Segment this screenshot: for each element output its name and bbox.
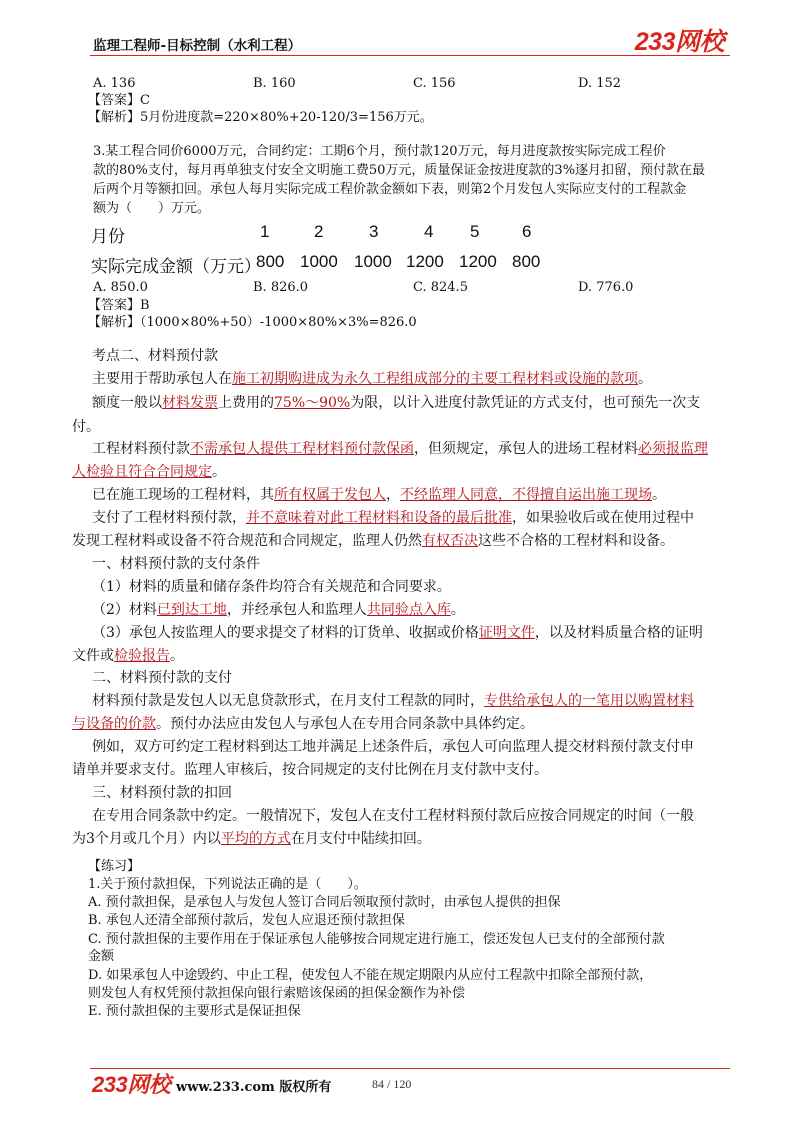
table-cell: 1200: [406, 252, 444, 271]
table-cell: 2: [314, 222, 324, 241]
practice-question: 1.关于预付款担保，下列说法正确的是（ ）。: [88, 877, 367, 892]
paragraph: 已在施工现场的工程材料，其所有权属于发包人，不经监理人同意，不得擅自运出施工现场。: [92, 487, 666, 503]
paragraph-continued: 文件或检验报告。: [72, 648, 184, 664]
practice-label: 【练习】: [88, 859, 141, 874]
underlined-emphasis: 所有权属于发包人: [274, 487, 386, 503]
table-row-label-month: 月份: [91, 227, 125, 246]
underlined-emphasis: 75%～90%: [274, 395, 351, 411]
paragraph: 工程材料预付款不需承包人提供工程材料预付款保函，但须规定，承包人的进场工程材料必须报监理: [92, 441, 708, 457]
paragraph-continued: 发现工程材料或设备不符合规范和合同规定，监理人仍然有权否决这些不合格的工程材料和设备。: [72, 533, 674, 549]
paragraph: 额度一般以材料发票上费用的75%～90%为限，以计入进度付款凭证的方式支付，也可预先一次支: [92, 395, 701, 411]
underlined-emphasis: 共同验点入库: [366, 602, 451, 618]
practice-option-b: B. 承包人还清全部预付款后，发包人应退还预付款担保: [88, 913, 405, 928]
underlined-emphasis: 并不意味着对此工程材料和设备的最后批准: [246, 510, 512, 526]
q3-stem-line: 3.某工程合同价6000万元，合同约定：工期6个月，预付款120万元，每月进度款按实际完成工程价: [93, 144, 666, 159]
practice-option-a: A. 预付款担保，是承包人与发包人签订合同后领取预付款时，由承包人提供的担保: [88, 895, 561, 910]
paragraph: 主要用于帮助承包人在施工初期购进成为永久工程组成部分的主要工程材料或设施的款项。: [92, 371, 652, 387]
table-cell: 1: [260, 222, 270, 241]
q3-stem-line: 后两个月等额扣回。承包人每月实际完成工程价款金额如下表，则第2个月发包人实际应支付的工程款金: [93, 182, 687, 197]
subheading: 三、材料预付款的扣回: [92, 785, 232, 801]
paragraph-continued: 人检验且符合合同规定。: [72, 464, 226, 480]
underlined-emphasis: 不经监理人同意，不得擅自运出施工现场: [400, 487, 652, 503]
underlined-emphasis: 有权否决: [422, 533, 478, 549]
page-number: 84 / 120: [372, 1077, 412, 1091]
q3-stem-line: 款的80%支付，每月再单独支付安全文明施工费50万元，质量保证金按进度款的3%逐月扣留，预付款在最: [93, 163, 706, 178]
q2-option-b: B. 160: [253, 76, 296, 91]
paragraph-continued: 与设备的价款。预付办法应由发包人与承包人在专用合同条款中具体约定。: [72, 716, 534, 732]
q3-option-c: C. 824.5: [413, 280, 468, 295]
table-cell: 800: [512, 252, 541, 271]
underlined-emphasis: 材料发票: [162, 395, 218, 411]
footer-site: www.233.com 版权所有: [176, 1080, 332, 1095]
q3-stem-line: 额为（ ）万元。: [93, 201, 211, 216]
table-cell: 3: [369, 222, 379, 241]
header-divider: [90, 55, 730, 56]
underlined-emphasis: 平均的方式: [220, 831, 291, 847]
underlined-emphasis: 施工初期购进成为永久工程组成部分的主要工程材料或设施的款项: [232, 371, 638, 387]
practice-option-d: D. 如果承包人中途毁约、中止工程，使发包人不能在规定期限内从应付工程款中扣除全部预付款，: [88, 968, 653, 983]
paragraph: 材料预付款是发包人以无息贷款形式，在月支付工程款的同时，专供给承包人的一笔用以购置材料: [92, 693, 694, 709]
q2-option-c: C. 156: [413, 76, 456, 91]
practice-option-e: E. 预付款担保的主要形式是保证担保: [88, 1004, 301, 1019]
q2-analysis: 【解析】5月份进度款=220×80%+20-120/3=156万元。: [88, 110, 433, 125]
table-cell: 800: [256, 252, 285, 271]
paragraph: 例如，双方可约定工程材料到达工地并满足上述条件后，承包人可向监理人提交材料预付款支付申: [92, 739, 694, 755]
table-row-label-amount: 实际完成金额（万元）: [91, 257, 261, 276]
paragraph: 支付了工程材料预付款，并不意味着对此工程材料和设备的最后批准，如果验收后或在使用过程中: [92, 510, 694, 526]
table-cell: 5: [470, 222, 480, 241]
practice-option-c-continued: 金额: [88, 949, 115, 964]
underlined-emphasis: 专供给承包人的一笔用以购置材料: [484, 693, 694, 709]
q2-answer: 【答案】C: [88, 93, 150, 108]
underlined-emphasis: 不需承包人提供工程材料预付款保函: [190, 441, 414, 457]
subheading: 二、材料预付款的支付: [92, 670, 232, 686]
document-title: 监理工程师-目标控制（水利工程）: [93, 38, 302, 54]
paragraph-continued: 为3个月或几个月）内以平均的方式在月支付中陆续扣回。: [72, 831, 431, 847]
table-cell: 6: [522, 222, 532, 241]
condition-item: （3）承包人按监理人的要求提交了材料的订货单、收据或价格证明文件，以及材料质量合格的证明: [92, 625, 703, 641]
underlined-emphasis: 证明文件: [478, 625, 535, 641]
underlined-emphasis: 检验报告: [114, 648, 170, 664]
underlined-emphasis: 必须报监理: [638, 441, 708, 457]
underlined-emphasis: 已到达工地: [156, 602, 227, 618]
table-cell: 1200: [459, 252, 497, 271]
brand-logo: 233网校: [634, 28, 724, 56]
underlined-emphasis: 人检验且符合合同规定: [72, 464, 212, 480]
q3-option-d: D. 776.0: [578, 280, 634, 295]
q2-option-a: A. 136: [93, 76, 136, 91]
q3-analysis: 【解析】（1000×80%+50）-1000×80%×3%=826.0: [88, 315, 417, 330]
q2-option-d: D. 152: [578, 76, 622, 91]
underlined-emphasis: 与设备的价款: [72, 716, 156, 732]
practice-option-d-continued: 则发包人有权凭预付款担保向银行索赔该保函的担保金额作为补偿: [88, 986, 466, 1001]
footer-logo: 233网校: [92, 1072, 171, 1097]
paragraph-continued: 付。: [72, 419, 100, 435]
paragraph-continued: 请单并要求支付。监理人审核后，按合同规定的支付比例在月支付款中支付。: [72, 762, 548, 778]
table-cell: 4: [424, 222, 434, 241]
q3-answer: 【答案】B: [88, 298, 150, 313]
practice-option-c: C. 预付款担保的主要作用在于保证承包人能够按合同规定进行施工，偿还发包人已支付的全部预付款: [88, 932, 665, 947]
section-heading: 考点二、材料预付款: [92, 348, 218, 364]
table-cell: 1000: [300, 252, 338, 271]
paragraph: 在专用合同条款中约定。一般情况下，发包人在支付工程材料预付款后应按合同规定的时间（一般: [92, 808, 694, 824]
q3-option-b: B. 826.0: [253, 280, 309, 295]
table-cell: 1000: [354, 252, 392, 271]
condition-item: （1）材料的质量和储存条件均符合有关规范和合同要求。: [92, 579, 451, 595]
condition-item: （2）材料已到达工地，并经承包人和监理人共同验点入库。: [92, 602, 465, 618]
footer-divider: [90, 1068, 730, 1069]
q3-option-a: A. 850.0: [93, 280, 148, 295]
subheading: 一、材料预付款的支付条件: [92, 556, 260, 572]
